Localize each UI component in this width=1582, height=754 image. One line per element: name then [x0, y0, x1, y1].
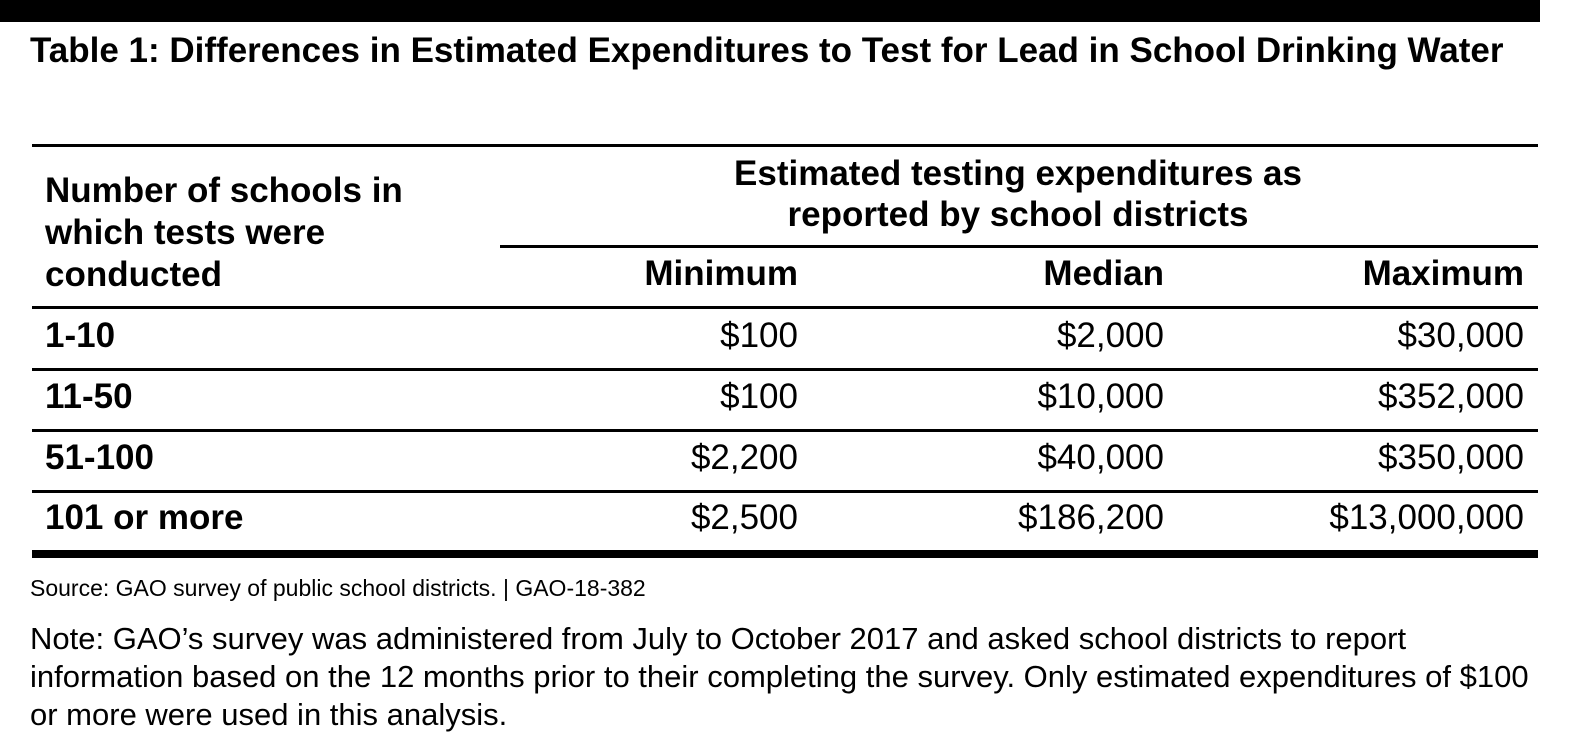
row-header: Number of schools in which tests were conducted	[45, 171, 403, 294]
source-line: Source: GAO survey of public school districts. | GAO-18-382	[30, 575, 646, 601]
row-divider	[32, 429, 1538, 432]
table-title: Table 1: Differences in Estimated Expenditures to Test for Lead in School Drinking Water	[30, 31, 1504, 70]
note-text: Note: GAO’s survey was administered from July to October 2017 and asked school districts to report information based on the 12 months prior to their completing the survey. Only estimated expenditures of $100 or more were used in this analysis.	[30, 621, 1529, 732]
cell-maximum: $350,000	[1378, 438, 1524, 477]
row-label: 101 or more	[45, 498, 244, 537]
group-header: Estimated testing expenditures as reported by school districts	[734, 154, 1302, 234]
table-top-rule	[32, 144, 1538, 147]
cell-minimum: $100	[720, 316, 798, 355]
cell-median: $10,000	[1037, 377, 1164, 416]
row-label: 51-100	[45, 438, 154, 477]
cell-median: $186,200	[1018, 498, 1164, 537]
cell-median: $2,000	[1056, 316, 1164, 355]
cell-maximum: $13,000,000	[1329, 498, 1524, 537]
cell-median: $40,000	[1037, 438, 1164, 477]
cell-maximum: $352,000	[1378, 377, 1524, 416]
cell-minimum: $2,200	[690, 438, 798, 477]
cell-minimum: $100	[720, 377, 798, 416]
row-divider	[32, 490, 1538, 493]
group-header-rule	[500, 245, 1538, 248]
cell-maximum: $30,000	[1397, 316, 1524, 355]
header-bottom-rule	[32, 306, 1538, 309]
column-header-median: Median	[1043, 254, 1164, 293]
row-label: 1-10	[45, 316, 116, 355]
row-divider	[32, 368, 1538, 371]
column-header-maximum: Maximum	[1362, 254, 1524, 293]
top-bar	[0, 0, 1540, 22]
row-label: 11-50	[45, 377, 133, 416]
column-header-minimum: Minimum	[644, 254, 798, 293]
cell-minimum: $2,500	[690, 498, 798, 537]
table-bottom-rule	[32, 550, 1538, 558]
